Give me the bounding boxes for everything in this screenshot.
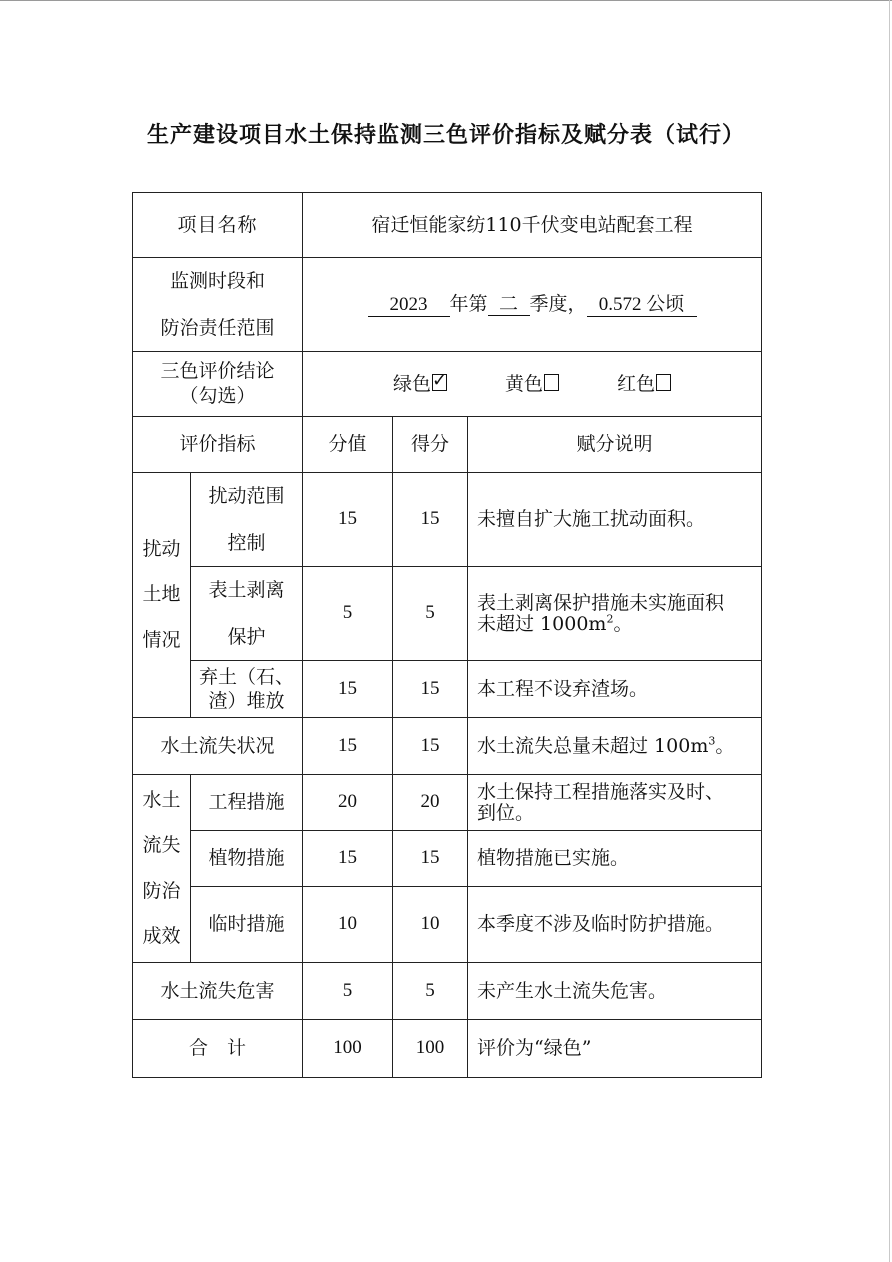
total-score: 100 (303, 1020, 393, 1078)
total-got: 100 (393, 1020, 468, 1078)
conclusion-label-line2: （勾选） (179, 385, 256, 408)
note-end: 。 (715, 734, 735, 757)
note-cell: 植物措施已实施。 (468, 831, 762, 887)
group-disturb-label (133, 473, 191, 718)
indicator-name-line1: 表土剥离 (208, 579, 285, 602)
option-red[interactable] (617, 372, 671, 397)
note-cell (468, 567, 762, 661)
group-disturb-line3: 情况 (142, 628, 181, 651)
note-sup: 3 (708, 734, 716, 748)
got-cell: 15 (393, 831, 468, 887)
conclusion-row (133, 352, 762, 417)
table-row (133, 567, 762, 661)
project-row (133, 193, 762, 258)
note-cell (468, 718, 762, 775)
indicator-name-line2: 渣）堆放 (208, 690, 285, 713)
header-note: 赋分说明 (468, 417, 762, 473)
period-value (303, 258, 762, 352)
note-line2-text: 未超过 1000m (477, 612, 607, 635)
table-row (133, 775, 762, 831)
note-line1: 表土剥离保护措施未实施面积 (477, 591, 725, 614)
page-title: 生产建设项目水土保持监测三色评价指标及赋分表（试行） (146, 123, 745, 148)
group-control-label (133, 775, 191, 963)
group-disturb-line2: 土地 (142, 583, 181, 606)
note-cell: 本工程不设弃渣场。 (468, 661, 762, 718)
conclusion-label (133, 352, 303, 417)
red-checkbox-icon[interactable] (656, 374, 671, 391)
total-note: 评价为“绿色” (468, 1020, 762, 1078)
period-year: 2023 (368, 294, 450, 318)
header-score: 分值 (303, 417, 393, 473)
score-cell: 15 (303, 661, 393, 718)
indicator-name-line2: 控制 (227, 531, 266, 554)
got-cell: 20 (393, 775, 468, 831)
period-area-unit: 公顷 (646, 292, 685, 315)
score-cell: 5 (303, 567, 393, 661)
option-green-label: 绿色 (392, 372, 431, 395)
note-cell: 未产生水土流失危害。 (468, 963, 762, 1020)
note-cell (468, 775, 762, 831)
indicator-name (191, 567, 303, 661)
header-got: 得分 (393, 417, 468, 473)
table-row (133, 887, 762, 963)
note-line1: 水土保持工程措施落实及时、 (477, 780, 725, 803)
indicator-name-line1: 弃土（石、 (199, 665, 295, 688)
indicator-name: 水土流失危害 (133, 963, 303, 1020)
table-row (133, 473, 762, 567)
score-cell: 20 (303, 775, 393, 831)
green-checkbox-checked-icon[interactable] (432, 374, 447, 391)
table-row (133, 661, 762, 718)
option-yellow-label: 黄色 (505, 372, 544, 395)
group-control-line4: 成效 (142, 925, 181, 948)
period-row (133, 258, 762, 352)
got-cell: 5 (393, 963, 468, 1020)
score-cell: 10 (303, 887, 393, 963)
table-row (133, 831, 762, 887)
note-text: 水土流失总量未超过 100m (477, 734, 709, 757)
right-border-line (889, 0, 890, 1262)
period-label-line1: 监测时段和 (170, 270, 266, 292)
note-cell: 未擅自扩大施工扰动面积。 (468, 473, 762, 567)
top-border-line (0, 0, 892, 1)
header-indicator: 评价指标 (133, 417, 303, 473)
got-cell: 15 (393, 661, 468, 718)
period-year-suffix: 年第 (449, 292, 488, 315)
got-cell: 10 (393, 887, 468, 963)
note-line2 (477, 614, 755, 635)
indicator-name-line2: 保护 (227, 625, 266, 648)
option-red-label: 红色 (617, 372, 656, 395)
option-green[interactable] (393, 372, 447, 397)
indicator-name: 水土流失状况 (133, 718, 303, 775)
period-label-line2: 防治责任范围 (160, 316, 275, 339)
got-cell: 15 (393, 718, 468, 775)
note-line2-end: 。 (613, 612, 633, 635)
table-row (133, 963, 762, 1020)
conclusion-options (303, 352, 762, 417)
conclusion-label-line1: 三色评价结论 (160, 360, 275, 383)
group-control-line3: 防治 (142, 879, 181, 902)
period-area-group (587, 293, 697, 318)
period-quarter: 二 (488, 293, 530, 317)
got-cell: 5 (393, 567, 468, 661)
total-row (133, 1020, 762, 1078)
group-control-line2: 流失 (142, 834, 181, 857)
project-label: 项目名称 (133, 193, 303, 258)
yellow-checkbox-icon[interactable] (544, 374, 559, 391)
indicator-name: 植物措施 (191, 831, 303, 887)
note-line2-sup: 2 (606, 612, 614, 626)
evaluation-table (132, 192, 762, 1078)
indicator-name (191, 661, 303, 718)
score-cell: 5 (303, 963, 393, 1020)
score-cell: 15 (303, 718, 393, 775)
table-row (133, 718, 762, 775)
note-cell: 本季度不涉及临时防护措施。 (468, 887, 762, 963)
indicator-name-line1: 扰动范围 (208, 485, 285, 508)
group-control-line1: 水土 (142, 788, 181, 811)
score-cell: 15 (303, 831, 393, 887)
note-line2: 到位。 (477, 801, 535, 824)
score-cell: 15 (303, 473, 393, 567)
option-yellow[interactable] (505, 372, 559, 397)
period-area: 0.572 (598, 293, 642, 315)
period-quarter-suffix: 季度， (529, 292, 587, 315)
got-cell: 15 (393, 473, 468, 567)
indicator-name: 临时措施 (191, 887, 303, 963)
indicator-name (191, 473, 303, 567)
indicator-name: 工程措施 (191, 775, 303, 831)
period-label (133, 258, 303, 352)
total-label: 合 计 (133, 1020, 303, 1078)
header-row (133, 417, 762, 473)
group-disturb-line1: 扰动 (142, 537, 181, 560)
project-value: 宿迁恒能家纺110千伏变电站配套工程 (303, 193, 762, 258)
